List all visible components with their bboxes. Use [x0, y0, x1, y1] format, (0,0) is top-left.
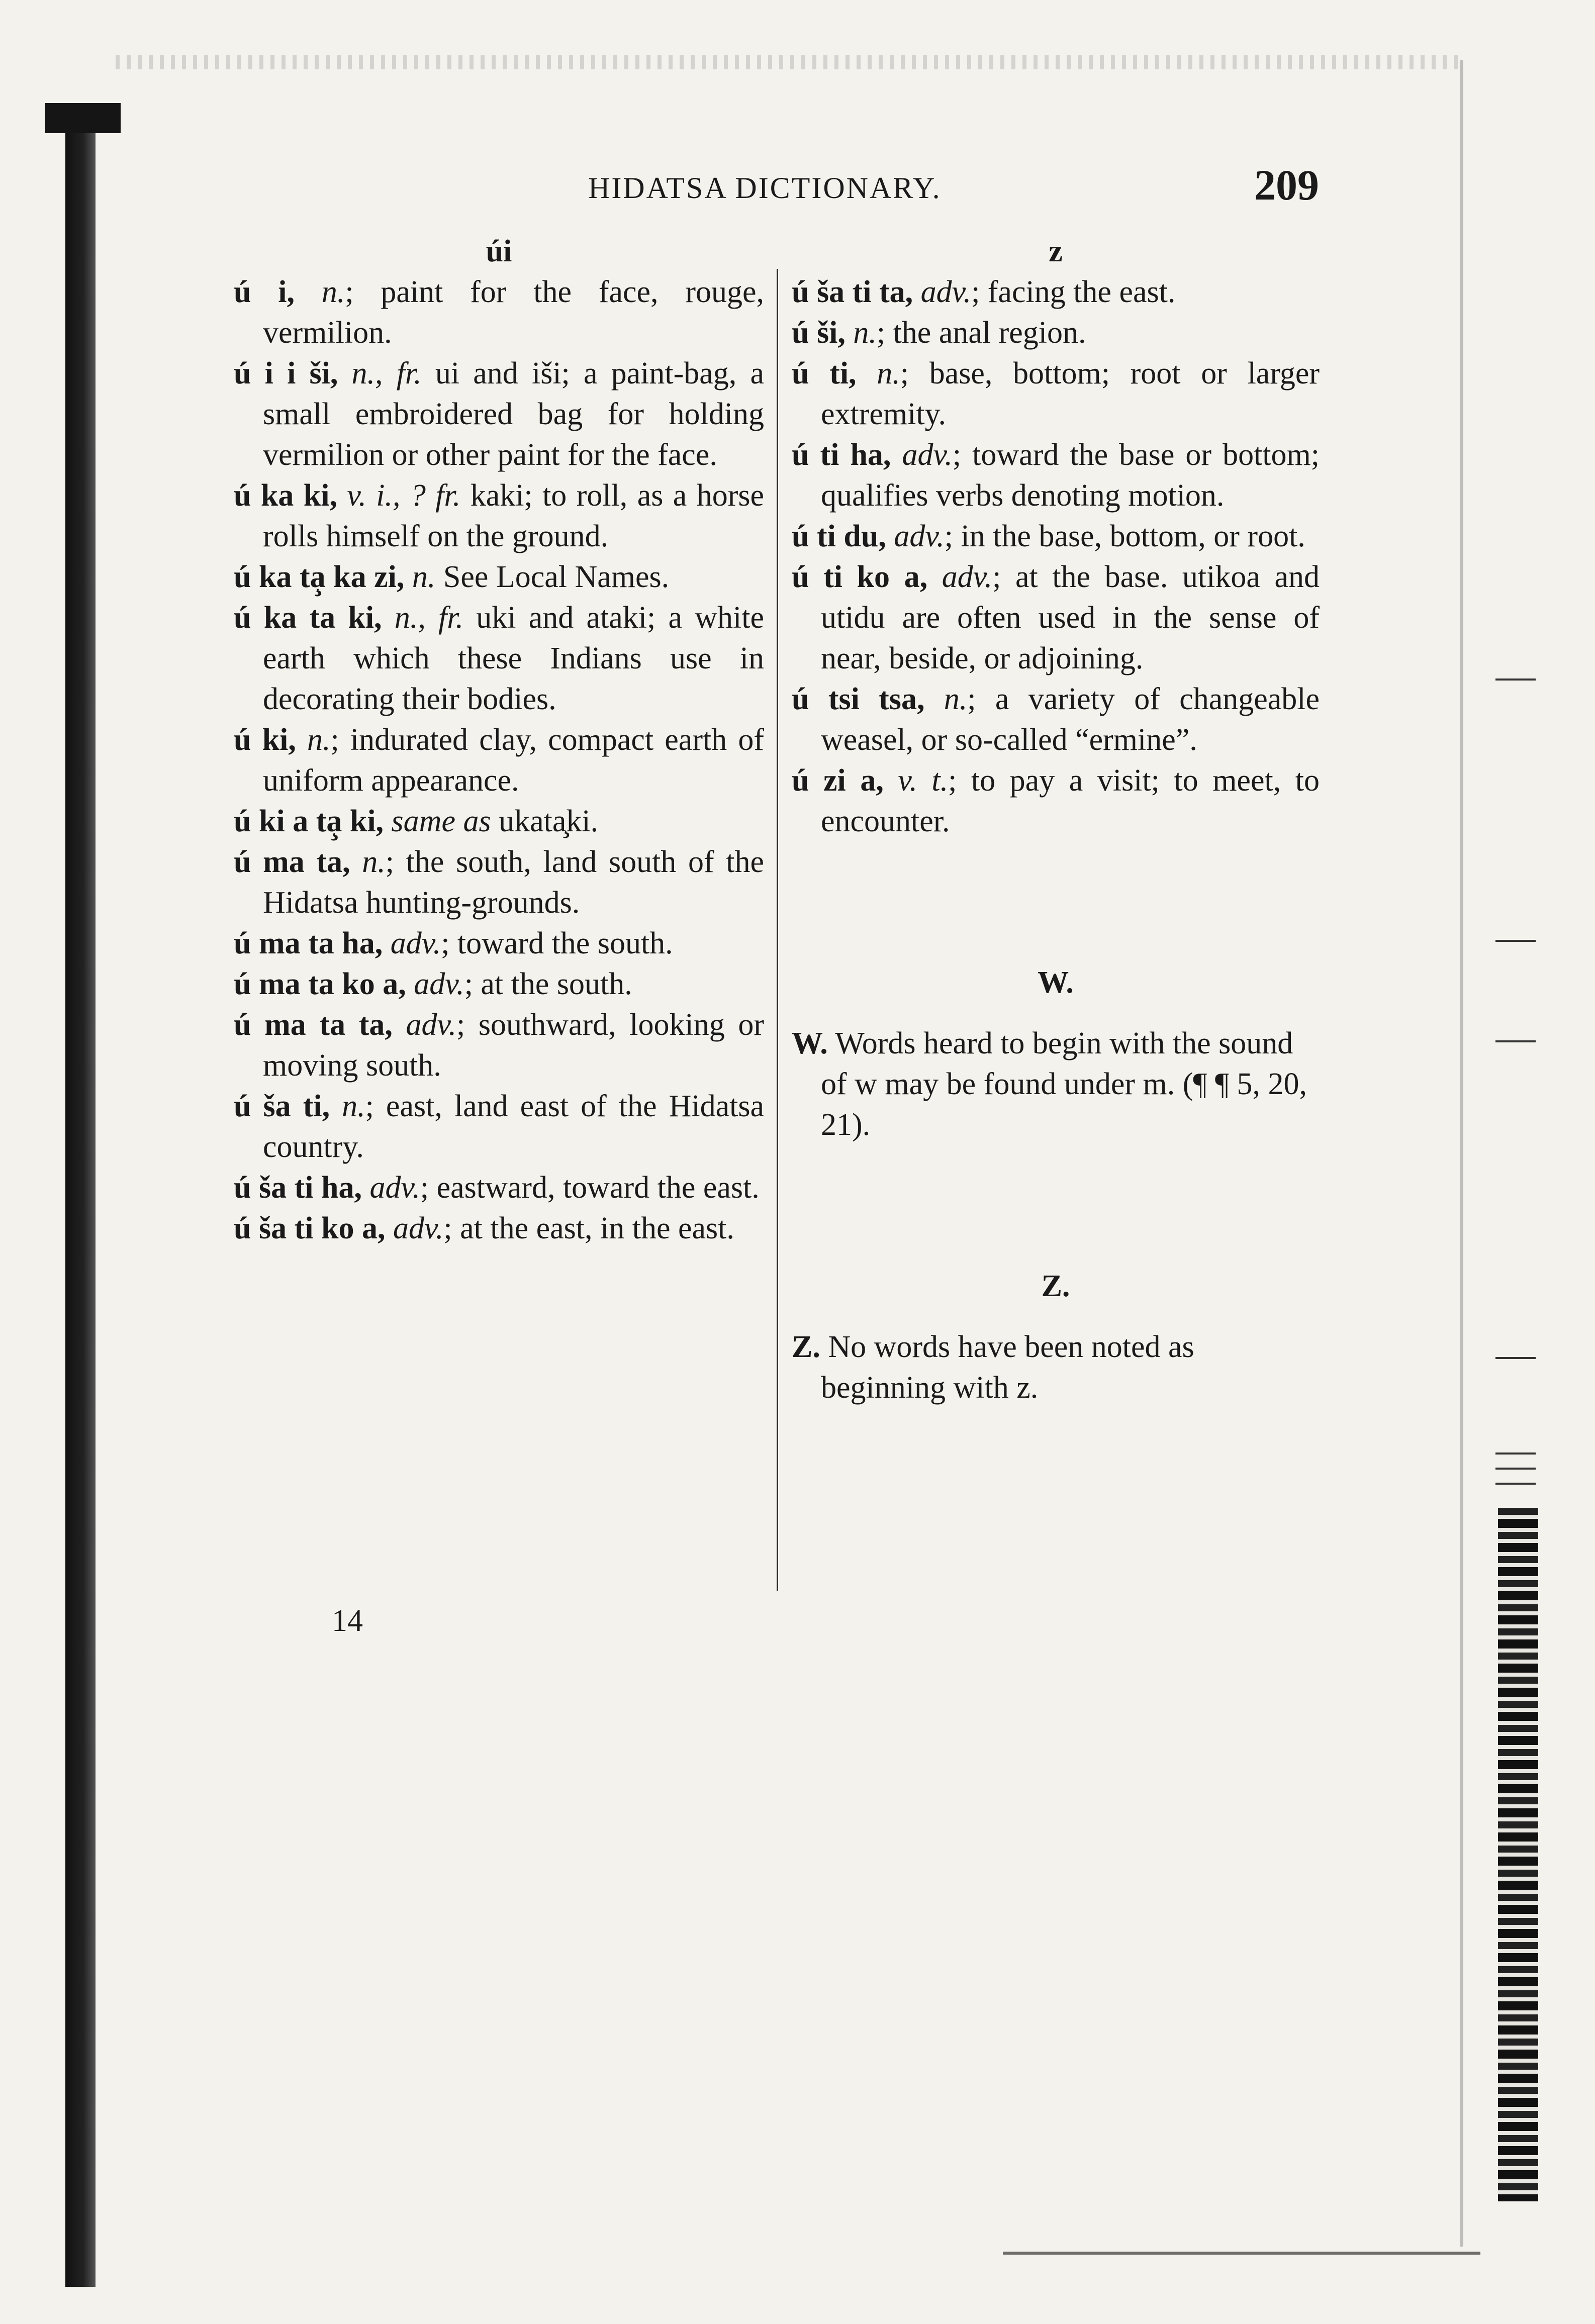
margin-tick	[1495, 1357, 1536, 1359]
dictionary-entry: ú ka ki, v. i., ? fr. kaki; to roll, as a horse rolls himself on the ground.	[234, 478, 765, 553]
margin-tick	[1495, 940, 1536, 942]
dictionary-entry: ú ti, n.; base, bottom; root or larger extremity.	[792, 356, 1320, 431]
dictionary-entry: ú ti ko a, adv.; at the base. utikoa and utidu are often used in the sense of near, beside, or adjoining.	[792, 560, 1320, 675]
section-spacer	[792, 1307, 1320, 1327]
margin-tick	[1495, 679, 1536, 681]
section-head-w: W.	[1038, 965, 1074, 1000]
margin-tick	[1495, 1452, 1536, 1455]
dictionary-entry: ú ma ta, n.; the south, land south of the Hidatsa hunting-grounds.	[234, 845, 764, 920]
page-number: 209	[1254, 161, 1319, 209]
section-spacer	[792, 1003, 1320, 1023]
dictionary-entry: ú ša ti ta, adv.; facing the east.	[792, 275, 1176, 309]
margin-tick	[1495, 1483, 1536, 1485]
section-spacer	[792, 1145, 1320, 1266]
section-spacer	[792, 842, 1320, 962]
dictionary-entry: ú ma ta ha, adv.; toward the south.	[234, 926, 673, 960]
section-head-z: Z.	[1041, 1269, 1070, 1303]
dictionary-entry: ú zi a, v. t.; to pay a visit; to meet, to encounter.	[792, 763, 1320, 838]
dictionary-entry: ú ti du, adv.; in the base, bottom, or root.	[792, 519, 1305, 553]
right-column	[792, 272, 1320, 1408]
section-note-z: Z. No words have been noted as beginning with z.	[792, 1330, 1194, 1405]
dictionary-entry: ú ma ta ta, adv.; southward, looking or moving south.	[234, 1008, 765, 1083]
page-top-edge	[116, 55, 1458, 69]
signature-mark: 14	[332, 1604, 363, 1638]
dictionary-entry: ú ki, n.; indurated clay, compact earth of uniform appearance.	[234, 723, 764, 798]
left-column	[234, 272, 764, 1249]
margin-tick	[1495, 1468, 1536, 1470]
column-divider	[777, 269, 778, 1591]
section-note-w: W. Words heard to begin with the sound of w may be found under m. (¶ ¶ 5, 20, 21).	[792, 1026, 1307, 1142]
margin-tick	[1495, 1040, 1536, 1042]
margin-barcode-strip	[1498, 1508, 1538, 2201]
dictionary-entry: ú ša ti ha, adv.; eastward, toward the east.	[234, 1171, 760, 1205]
dictionary-entry: ú ma ta ko a, adv.; at the south.	[234, 967, 632, 1001]
dictionary-entry: ú i i ši, n., fr. ui and iši; a paint-bag, a small embroidered bag for holding vermilion or other paint for the face.	[234, 356, 764, 472]
book-spine-cap	[45, 103, 121, 133]
guide-word-left: úi	[486, 234, 512, 268]
page-bottom-edge	[1003, 2252, 1480, 2255]
dictionary-entry: ú ti ha, adv.; toward the base or bottom; qualifies verbs denoting motion.	[792, 438, 1320, 513]
dictionary-entry: ú ši, n.; the anal region.	[792, 316, 1086, 350]
dictionary-entry: ú ka ta̧ ka zi, n. See Local Names.	[234, 560, 670, 594]
page-right-edge	[1460, 60, 1463, 2247]
dictionary-entry: ú i, n.; paint for the face, rouge, vermilion.	[234, 275, 764, 350]
dictionary-entry: ú ša ti, n.; east, land east of the Hidatsa country.	[234, 1089, 765, 1164]
book-spine-shadow	[65, 111, 96, 2287]
guide-word-right: z	[1049, 234, 1063, 268]
dictionary-entry: ú tsi tsa, n.; a variety of changeable weasel, or so-called “ermine”.	[792, 682, 1320, 757]
dictionary-entry: ú ša ti ko a, adv.; at the east, in the east.	[234, 1211, 734, 1245]
running-head: HIDATSA DICTIONARY.	[588, 171, 942, 205]
dictionary-entry: ú ka ta ki, n., fr. uki and ataki; a white earth which these Indians use in decorating their bodies.	[234, 601, 764, 716]
dictionary-entry: ú ki a ta̧ ki, same as ukata̧ki.	[234, 804, 599, 838]
